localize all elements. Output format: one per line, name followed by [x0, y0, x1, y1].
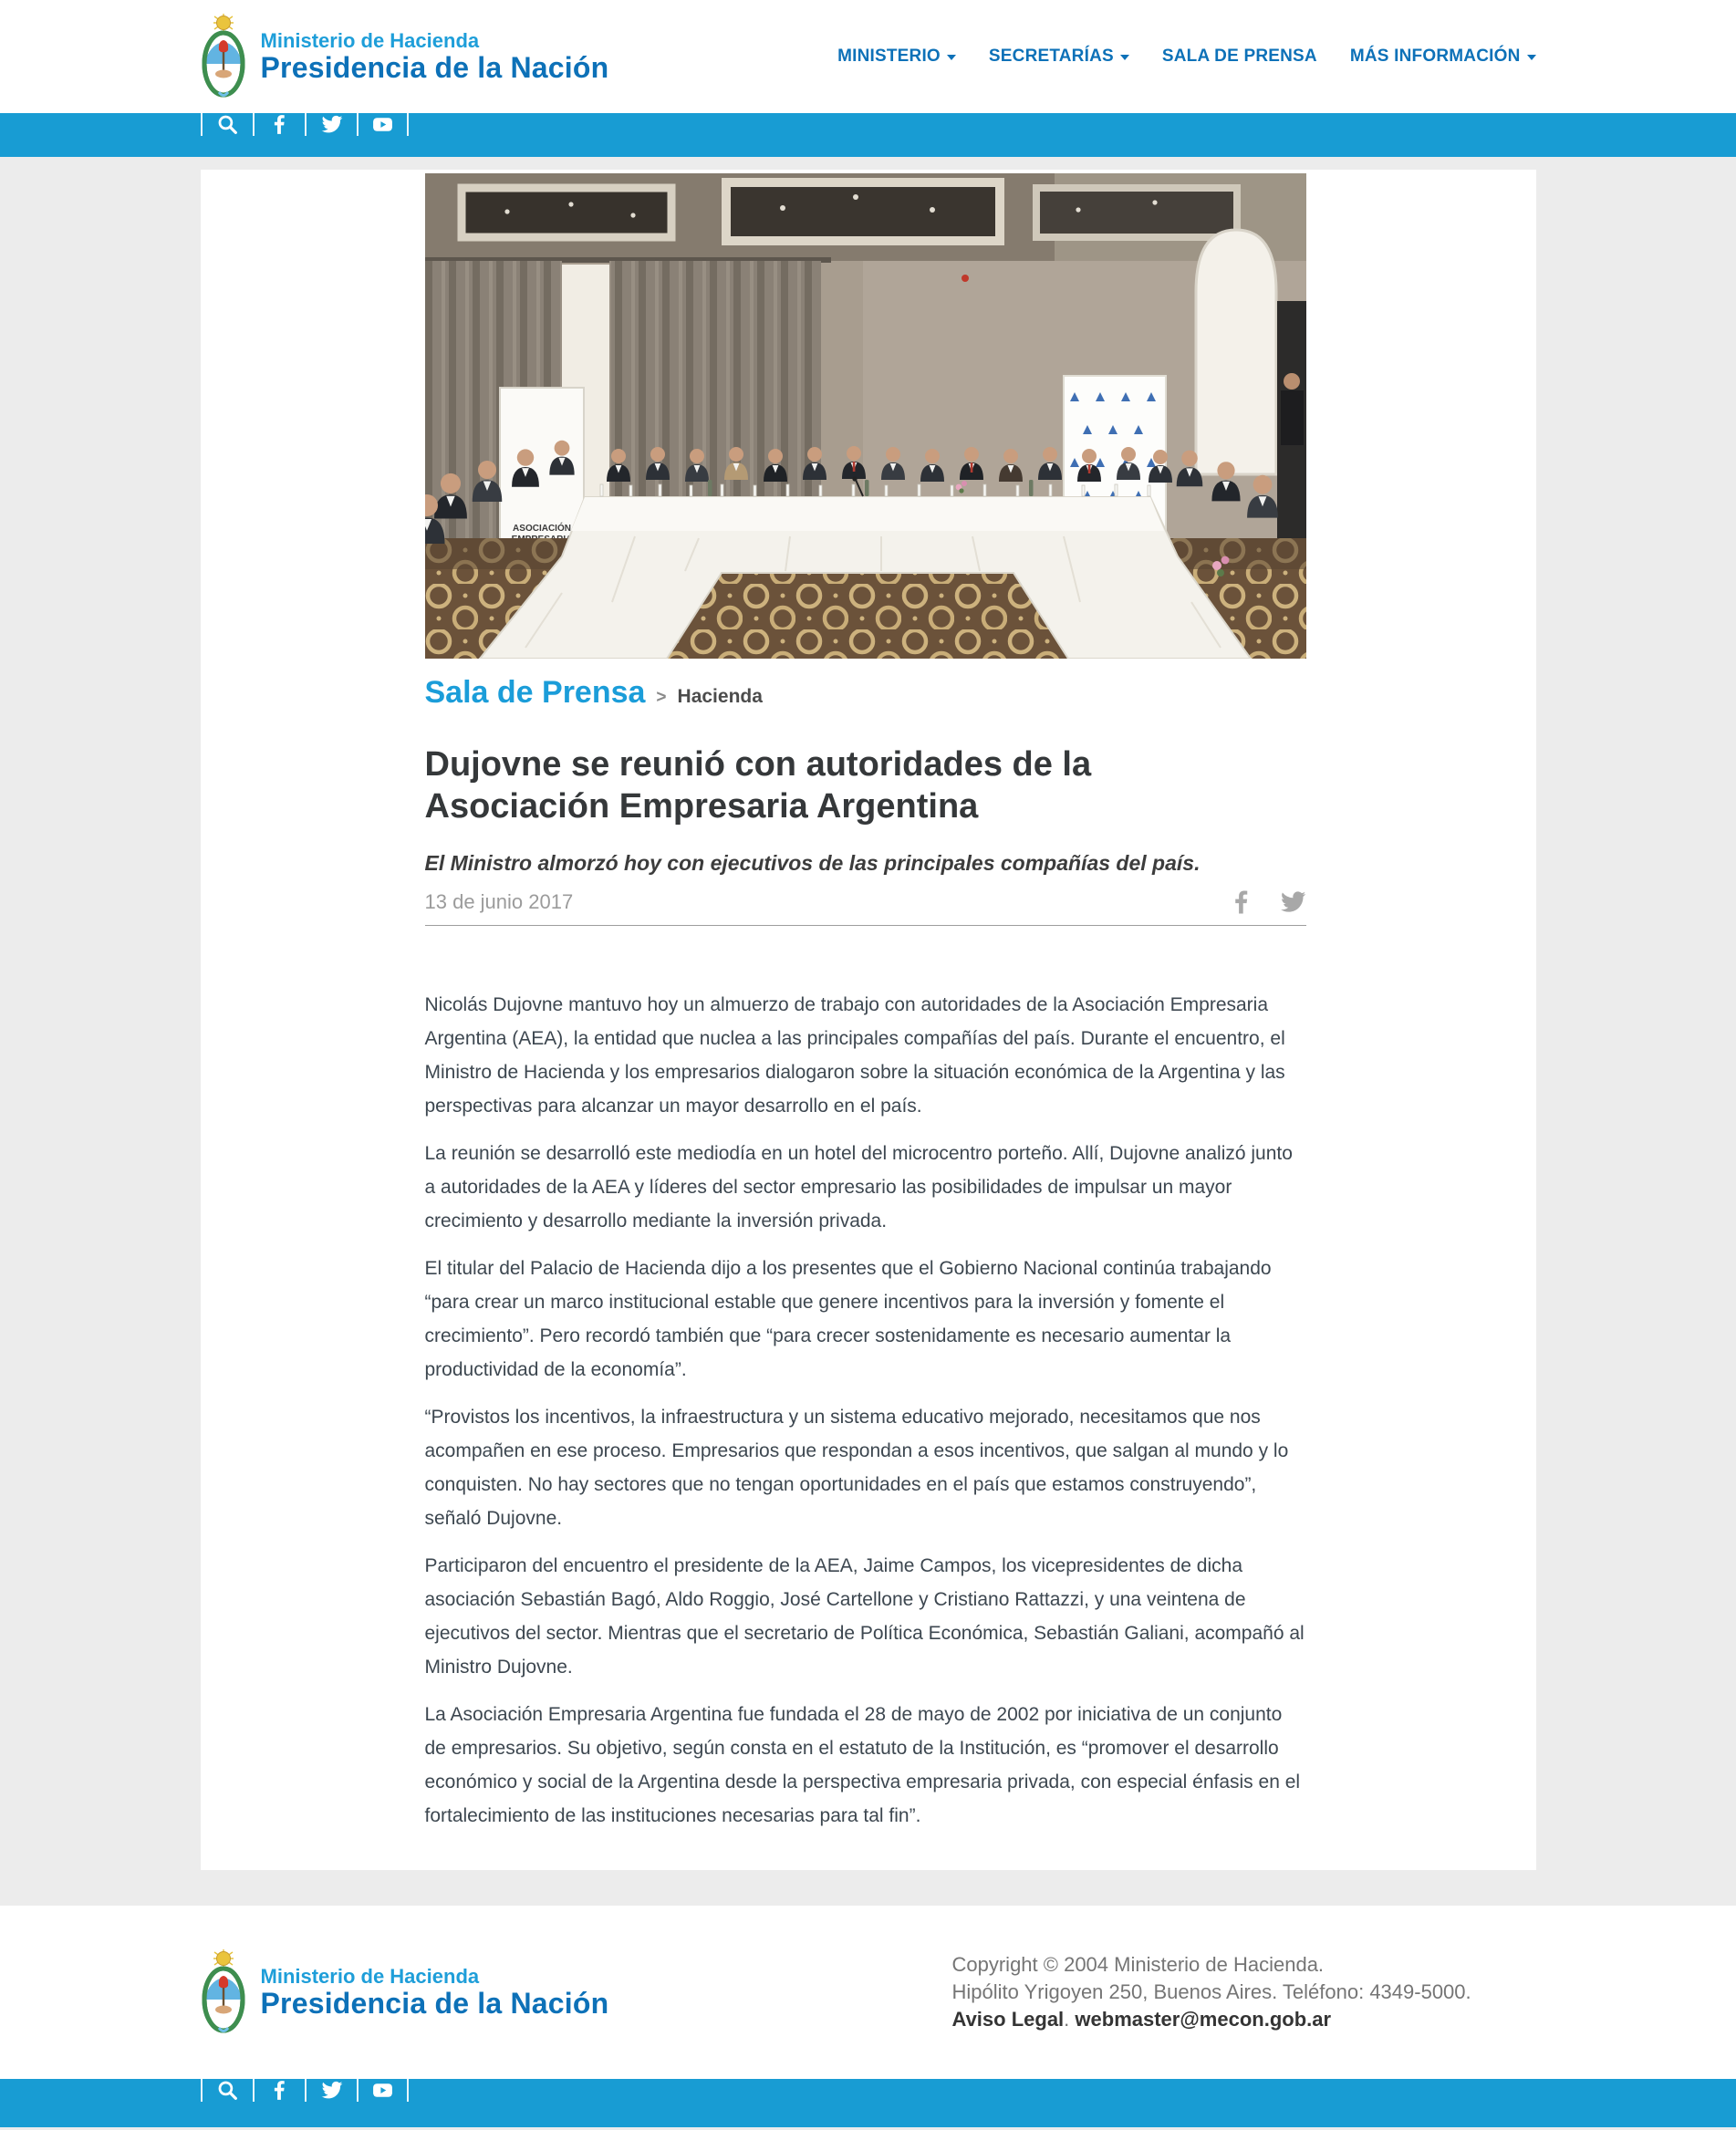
article-paragraph: “Provistos los incentivos, la infraestructura y un sistema educativo mejorado, necesitamos que nos acompañen en ese proceso. Empresarios que respondan a esos incentivos, que salgan al mundo y lo conquisten. No hay sectores que no tengan oportunidades en el país que estamos construyendo”, señaló Dujovne.: [424, 1407, 1289, 1529]
placard-line: ASOCIACIÓN: [512, 524, 571, 534]
article-subtitle: El Ministro almorzó hoy con ejecutivos de las principales compañías del país.: [424, 851, 1201, 875]
twitter-icon[interactable]: [305, 2079, 357, 2102]
site-footer: [0, 1906, 1736, 2079]
breadcrumb-separator: >: [656, 688, 667, 707]
facebook-icon[interactable]: [253, 113, 305, 136]
nav-item-sala-de-prensa[interactable]: [1162, 47, 1317, 67]
article-body: [425, 988, 1306, 1833]
search-icon[interactable]: [201, 2079, 253, 2102]
article-paragraph: El titular del Palacio de Hacienda dijo a los presentes que el Gobierno Nacional continúa trabajando “para crear un marco institucional estable que genere incentivos para la inversión y fomente el crecimiento”. Pero recordó también que “para crecer sostenidamente es necesario aumentar la productividad de la economía”.: [424, 1258, 1272, 1380]
top-social-bar: [0, 113, 1736, 157]
chevron-down-icon: [1120, 55, 1129, 60]
webmaster-email-link[interactable]: webmaster@mecon.gob.ar: [1075, 2008, 1332, 2031]
coat-of-arms-icon: [201, 12, 246, 101]
brand-presidency: Presidencia de la Nación: [260, 50, 609, 84]
nav-label: MÁS INFORMACIÓN: [1349, 47, 1521, 66]
footer-logo[interactable]: [201, 1948, 609, 2037]
site-header: [0, 0, 1736, 113]
nav-item-ministerio[interactable]: [837, 47, 956, 67]
chevron-down-icon: [1527, 55, 1536, 60]
breadcrumb-current: Hacienda: [677, 686, 763, 707]
divider: [425, 925, 1306, 926]
date-row: [425, 888, 1306, 916]
facebook-share-icon[interactable]: [1228, 888, 1255, 916]
main-nav: [837, 47, 1535, 67]
footer-copy: [952, 1951, 1536, 2033]
footer-address: Hipólito Yrigoyen 250, Buenos Aires. Teléfono: 4349-5000.: [951, 1980, 1471, 2003]
footer-brand-presidency: Presidencia de la Nación: [260, 1986, 609, 2020]
bottom-social-bar: [0, 2079, 1736, 2127]
youtube-icon[interactable]: [357, 2079, 409, 2102]
footer-legal: [952, 2006, 1536, 2033]
nav-label: SALA DE PRENSA: [1161, 47, 1317, 66]
main-card: [201, 170, 1536, 1870]
facebook-icon[interactable]: [253, 2079, 305, 2102]
article-paragraph: La reunión se desarrolló este mediodía en un hotel del microcentro porteño. Allí, Dujovne analizó junto a autoridades de la AEA y líderes del sector empresario las posibilidades de impulsar un mayor crecimiento y desarrollo mediante la inversión privada.: [424, 1143, 1293, 1231]
breadcrumb-sala-de-prensa[interactable]: Sala de Prensa: [424, 675, 646, 710]
brand-ministry: Ministerio de Hacienda: [260, 28, 480, 52]
social-icon-row: [201, 2079, 1536, 2102]
page-title: Dujovne se reunió con autoridades de la Asociación Empresaria Argentina: [424, 745, 1092, 826]
article-paragraph: La Asociación Empresaria Argentina fue fundada el 28 de mayo de 2002 por iniciativa de un conjunto de empresarios. Su objetivo, según consta en el estatuto de la Institución, es “promover el desarrollo económico y social de la Argentina desde la perspectiva empresaria privada, con especial énfasis en el fortalecimiento de las instituciones necesarias para tal fin”.: [424, 1704, 1301, 1826]
legal-separator: .: [1064, 2008, 1076, 2031]
nav-label: SECRETARÍAS: [988, 47, 1114, 66]
footer-copyright: Copyright © 2004 Ministerio de Hacienda.: [951, 1953, 1325, 1976]
nav-item-secretarias[interactable]: [989, 47, 1129, 67]
nav-item-mas-informacion[interactable]: [1350, 47, 1536, 67]
site-logo[interactable]: [201, 12, 609, 101]
youtube-icon[interactable]: [357, 113, 409, 136]
nav-label: MINISTERIO: [837, 47, 941, 66]
article-paragraph: Participaron del encuentro el presidente de la AEA, Jaime Campos, los vicepresidentes de dicha asociación Sebastián Bagó, Aldo Roggio, José Cartellone y Cristiano Rattazzi, y una veintena de ejecutivos del sector. Mientras que el secretario de Política Económica, Sebastián Galiani, acompañó al Ministro Dujovne.: [424, 1555, 1305, 1678]
chevron-down-icon: [947, 55, 956, 60]
coat-of-arms-icon: [201, 1948, 246, 2037]
twitter-icon[interactable]: [305, 113, 357, 136]
footer-brand-ministry: Ministerio de Hacienda: [260, 1964, 480, 1988]
search-icon[interactable]: [201, 113, 253, 136]
aviso-legal-link[interactable]: Aviso Legal: [951, 2008, 1065, 2031]
share-buttons: [1228, 888, 1306, 916]
article-date: 13 de junio 2017: [424, 890, 574, 913]
breadcrumb: [425, 675, 1306, 711]
hero-photo-illustration: [425, 173, 1306, 659]
article-paragraph: Nicolás Dujovne mantuvo hoy un almuerzo de trabajo con autoridades de la Asociación Empresaria Argentina (AEA), la entidad que nuclea a las principales compañías del país. Durante el encuentro, el Ministro de Hacienda y los empresarios dialogaron sobre la situación económica de la Argentina y las perspectivas para alcanzar un mayor desarrollo en el país.: [424, 994, 1285, 1117]
twitter-share-icon[interactable]: [1279, 888, 1306, 916]
social-icon-row: [201, 113, 1536, 136]
hero-image: [425, 173, 1306, 659]
footer-gap: [0, 1870, 1736, 1906]
